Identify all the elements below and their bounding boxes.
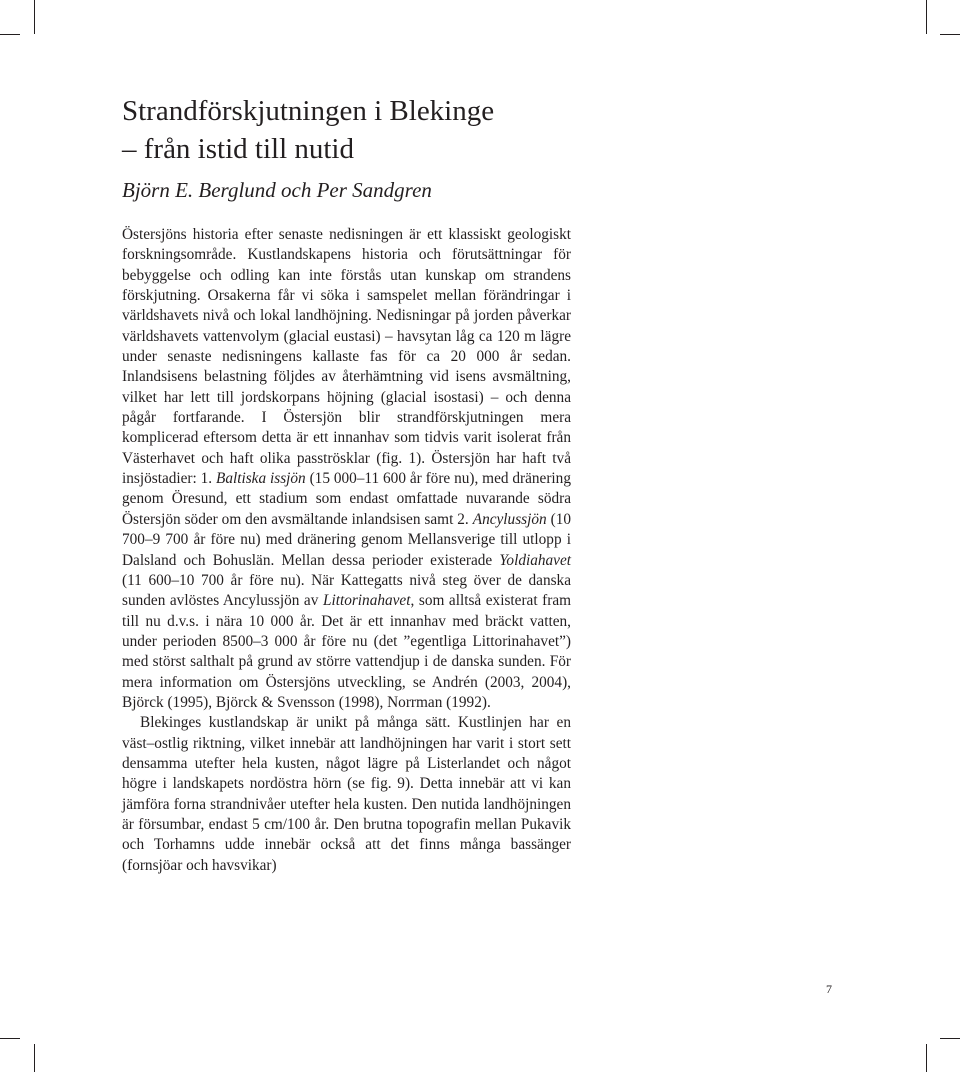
article-header xyxy=(122,92,582,204)
crop-mark-bottom-right-horizontal xyxy=(940,1038,960,1039)
article-body xyxy=(122,225,571,876)
text-run: , som alltså existerat fram till nu d.v.s. i nära 10 000 år. Det är ett innanhav med bräckt vatten, under perioden 8500–3 000 år före nu (det ”egentliga Littorinahavet”) med störst salthalt på grund av större vattendjup i de danska sunden. För mera information om Östersjöns utveckling, se Andrén (2003, 2004), Björck (1995), Björck & Svensson (1998), Norrman (1992). xyxy=(122,592,572,711)
crop-mark-bottom-right xyxy=(926,1044,927,1072)
crop-mark-top-left xyxy=(34,0,35,34)
title-line-2: – från istid till nutid xyxy=(122,133,354,165)
text-run: Blekinges kustlandskap är unikt på många sätt. Kustlinjen har en väst–ostlig riktning, vilket innebär att landhöjningen har varit i stort sett densamma utefter hela kusten, något lägre på Listerlandet och något högre i landskapets nordöstra hörn (se fig. 9). Detta innebär att vi kan jämföra forna strandnivåer utefter hela kusten. Den nutida landhöjningen är försumbar, endast 5 cm/100 år. Den brutna topografin mellan Pukavik och Torhamns udde innebär också att det finns många bassänger (fornsjöar och havsvikar) xyxy=(122,714,571,874)
title-line-1: Strandförskjutningen i Blekinge xyxy=(122,95,495,127)
text-run: (10 700–9 700 år före nu) med dränering genom Mellansverige till utlopp i Dalsland och Bohuslän. Mellan dessa perioder existerade xyxy=(122,510,572,569)
italic-term: Baltiska issjön xyxy=(215,470,306,488)
text-run: (15 000–11 600 år före nu), med dränering genom Öresund, ett stadium som endast omfattade nuvarande södra Östersjön söder om den avsmältande inlandsisen samt 2. xyxy=(122,470,571,528)
crop-mark-bottom-left xyxy=(34,1044,35,1072)
authors: Björn E. Berglund och Per Sandgren xyxy=(122,178,432,202)
crop-mark-top-right-horizontal xyxy=(940,34,960,35)
italic-term: Yoldiahavet xyxy=(499,551,571,569)
text-run: Östersjöns historia efter senaste nedisningen är ett klassiskt geologiskt forskningsområde. Kustlandskapens historia och förutsättningar för bebyggelse och odling kan inte förstås utan kunskap om strandens förskjutning. Orsakerna får vi söka i samspelet mellan förändringar i världshavets nivå och lokal landhöjning. Nedisningar på jorden påverkar världshavets vattenvolym (glacial eustasi) – havsytan låg ca 120 m lägre under senaste nedisningens kallaste fas för ca 20 000 år sedan. Inlandsisens belastning följdes av återhämtning vid isens avsmältning, vilket har lett till jordskorpans höjning (glacial isostasi) – och denna pågår fortfarande. I Östersjön blir strandförskjutningen mera komplicerad eftersom detta är ett innanhav som tidvis varit isolerat från Västerhavet och haft olika pasströsklar (fig. 1). Östersjön har haft två insjöstadier: 1. xyxy=(122,226,571,488)
italic-term: Ancylussjön xyxy=(472,510,547,528)
text-run: (11 600–10 700 år före nu). När Kattegatts nivå steg över de danska sunden avlöstes Ancylussjön av xyxy=(122,571,571,610)
crop-mark-bottom-left-horizontal xyxy=(0,1038,20,1039)
crop-mark-top-right xyxy=(926,0,927,34)
italic-term: Littorinahavet xyxy=(322,592,411,610)
paragraph-2 xyxy=(122,713,571,876)
page-number: 7 xyxy=(826,982,832,996)
crop-mark-top-left-horizontal xyxy=(0,34,20,35)
paragraph-1 xyxy=(122,225,571,713)
